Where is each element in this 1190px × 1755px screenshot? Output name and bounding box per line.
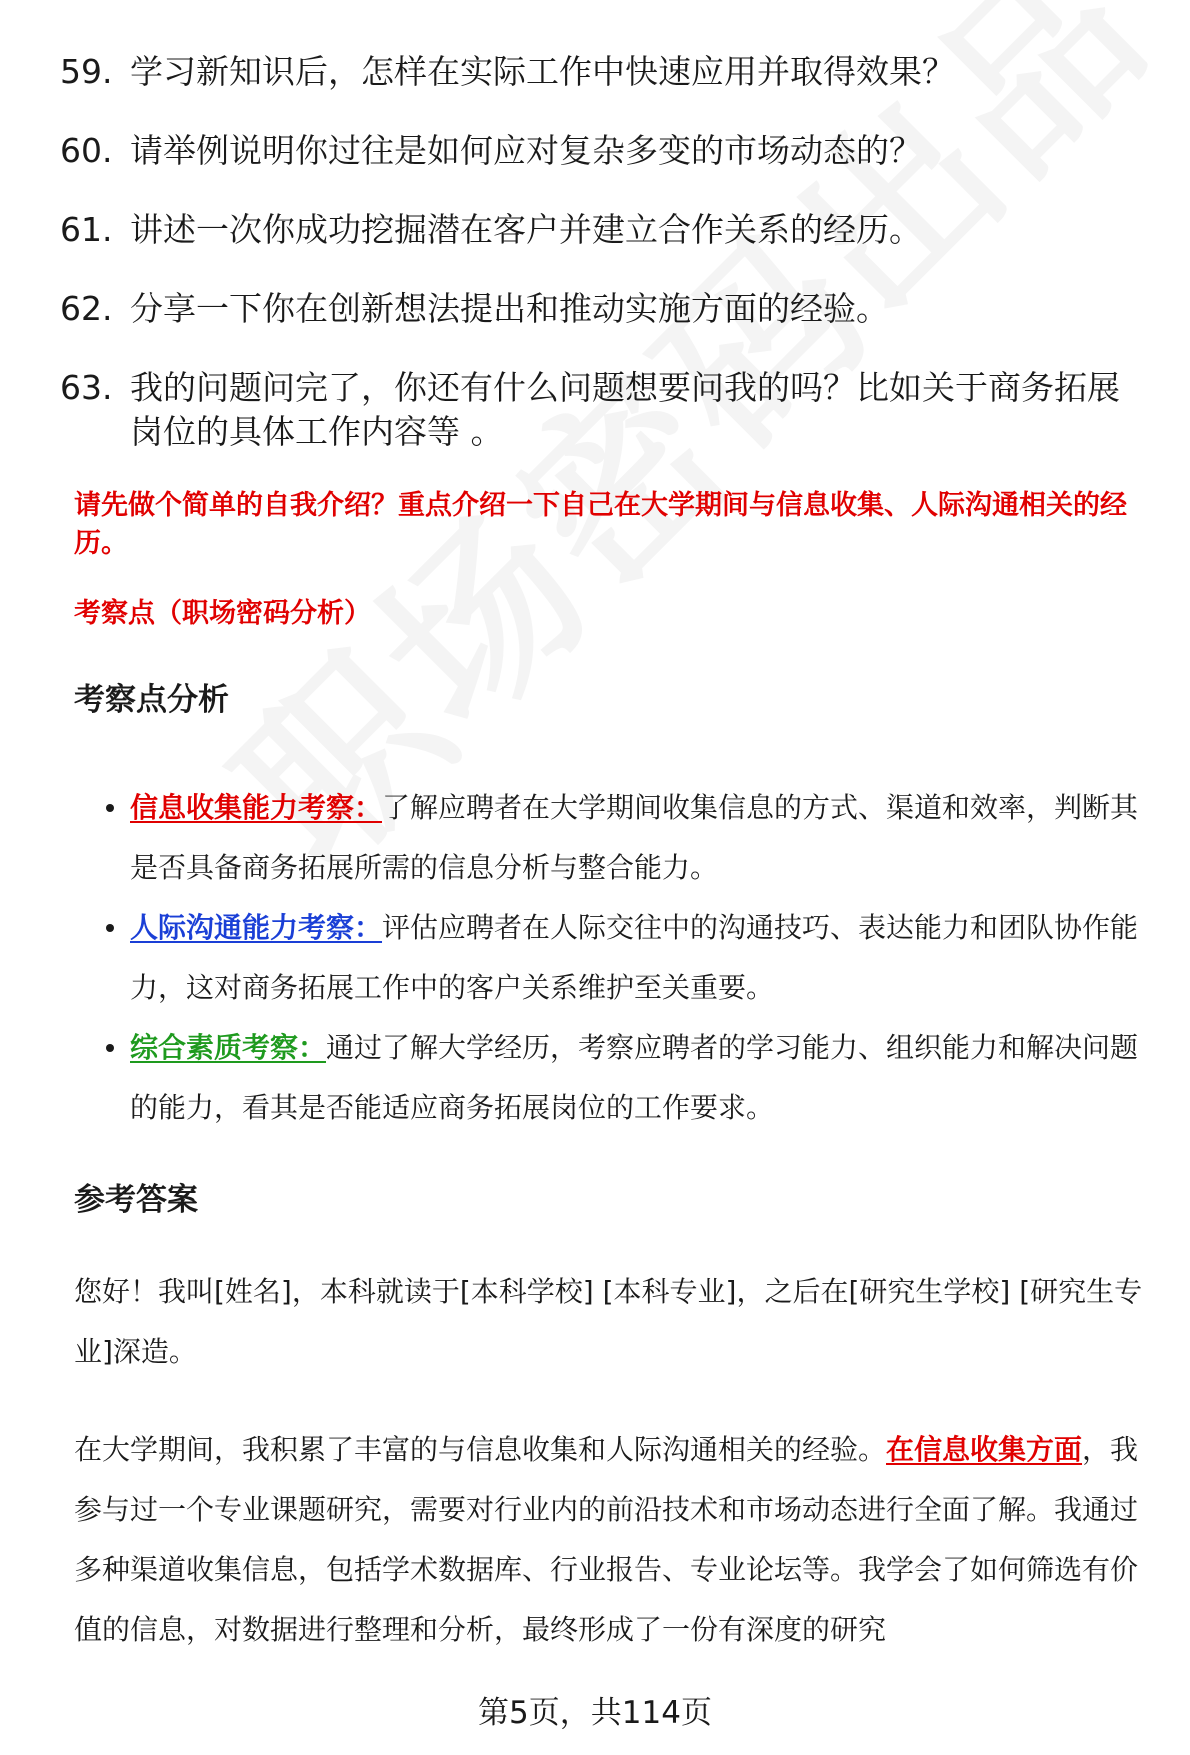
analysis-text: 评估应聘者在人际交往中的沟通技巧、表达能力和团队协作能力，这对商务拓展工作中的客户关系维护至关重要。: [130, 911, 1139, 1004]
question-text: 请举例说明你过往是如何应对复杂多变的市场动态的？: [130, 131, 922, 170]
interview-question-heading: 请先做个简单的自我介绍？重点介绍一下自己在大学期间与信息收集、人际沟通相关的经历。: [74, 490, 1127, 559]
question-text: 分享一下你在创新想法提出和推动实施方面的经验。: [130, 289, 889, 328]
bullet-icon: [106, 924, 114, 932]
question-text: 讲述一次你成功挖掘潜在客户并建立合作关系的经历。: [130, 210, 922, 249]
analysis-item: [100, 1018, 1160, 1138]
question-number: 59.: [60, 52, 113, 91]
analysis-item: [100, 778, 1160, 898]
question-text: 我的问题问完了，你还有什么问题想要问我的吗？比如关于商务拓展岗位的具体工作内容等 。: [130, 368, 1120, 451]
bullet-icon: [106, 804, 114, 812]
analysis-list: [100, 778, 1160, 1138]
question-number: 62.: [60, 289, 113, 328]
question-item: [60, 50, 1150, 94]
analysis-keyword: 人际沟通能力考察：: [130, 911, 383, 944]
analysis-text: 通过了解大学经历，考察应聘者的学习能力、组织能力和解决问题的能力，看其是否能适应商务拓展岗位的工作要求。: [130, 1031, 1139, 1124]
question-item: [60, 287, 1150, 331]
question-number: 60.: [60, 131, 113, 170]
answer-text: 在大学期间，我积累了丰富的与信息收集和人际沟通相关的经验。: [74, 1433, 887, 1466]
question-item: [60, 366, 1150, 454]
answer-section-title: 参考答案: [74, 1182, 198, 1218]
answer-paragraph: 您好！我叫[姓名]，本科就读于[本科学校] [本科专业]，之后在[研究生学校] [研究生专业]深造。: [74, 1275, 1143, 1368]
question-item: [60, 208, 1150, 252]
question-item: [60, 129, 1150, 173]
answer-text: ，我参与过一个专业课题研究，需要对行业内的前沿技术和市场动态进行全面了解。我通过多种渠道收集信息，包括学术数据库、行业报告、专业论坛等。我学会了如何筛选有价值的信息，对数据进行整理和分析，最终形成了一份有深度的研究: [74, 1433, 1139, 1646]
analysis-keyword: 综合素质考察：: [130, 1031, 327, 1064]
bullet-icon: [106, 1044, 114, 1052]
answer-highlight: 在信息收集方面: [886, 1433, 1083, 1466]
analysis-item: [100, 898, 1160, 1018]
analysis-keyword: 信息收集能力考察：: [130, 791, 383, 824]
page-footer: 第5页，共114页: [478, 1695, 712, 1731]
analysis-label: 考察点（职场密码分析）: [74, 598, 371, 629]
analysis-text: 了解应聘者在大学期间收集信息的方式、渠道和效率，判断其是否具备商务拓展所需的信息分析与整合能力。: [130, 791, 1139, 884]
answer-paragraph: [74, 1420, 1164, 1660]
question-text: 学习新知识后，怎样在实际工作中快速应用并取得效果？: [130, 52, 955, 91]
question-number: 63.: [60, 368, 113, 407]
question-list: [60, 50, 1150, 489]
analysis-section-title: 考察点分析: [74, 682, 229, 718]
question-number: 61.: [60, 210, 113, 249]
